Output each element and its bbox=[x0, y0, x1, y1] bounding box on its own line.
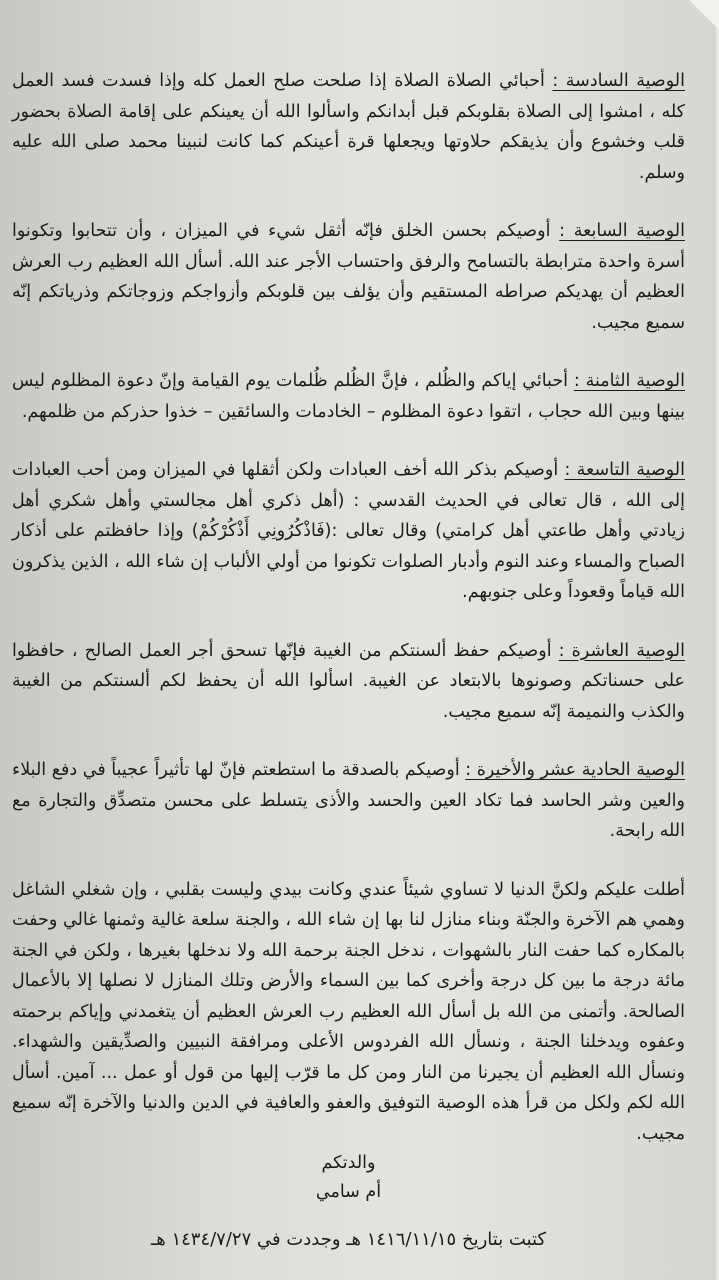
date-line: كتبت بتاريخ ١٤١٦/١١/١٥ هـ وجددت في ١٤٣٤/٧/٢٧ هـ bbox=[150, 1229, 547, 1250]
paragraph-6 bbox=[12, 66, 685, 188]
paragraph-9-body: أوصيكم بذكر الله أخف العبادات ولكن أثقلها في الميزان ومن أحب العبادات إلى الله ، قال تعالى في الحديث القدسي : (أهل ذكري أهل مجالستي وأهل شكري أهل زيادتي وأهل طاعتي أهل كرامتي) وقال تعالى :(فَاذْكُرُونِي أَذْكُرْكُمْ) وإذا حافظتم على أذكار الصباح والمساء وعند النوم وأدبار الصلوات تكونوا من أولي الألباب إن شاء الله ، الذين يذكرون الله قياماً وقعوداً وعلى جنوبهم. bbox=[12, 460, 685, 602]
paragraph-10-body: أوصيكم حفظ ألسنتكم من الغيبة فإنّها تسحق أجر العمل الصالح ، حافظوا على حسناتكم وصونوها بالابتعاد عن الغيبة. اسألوا الله أن يحفظ لكم ألسنتكم من الغيبة والكذب والنميمة إنّه سميع مجيب. bbox=[12, 640, 685, 722]
paragraph-11-heading: الوصية الحادية عشر والأخيرة : bbox=[465, 760, 685, 780]
paragraph-7-body: أوصيكم بحسن الخلق فإنّه أثقل شيء في الميزان ، وأن تتحابوا وتكونوا أسرة واحدة مترابطة بالتسامح والرفق واحتساب الأجر عند الله. أسأل الله العظيم رب العرش العظيم أن يهديكم صراطه المستقيم وأن يؤلف بين قلوبكم وأزواجكم وزوجاتكم وذرياتكم إنّه سميع مجيب. bbox=[12, 221, 685, 333]
paragraph-9-heading: الوصية التاسعة : bbox=[564, 460, 685, 480]
paragraph-8-body: أحبائي إياكم والظُلم ، فإنَّ الظُلم ظُلمات يوم القيامة وإنّ دعوة المظلوم ليس بينها وبين الله حجاب ، اتقوا دعوة المظلوم – الخادمات والسائقين – خذوا حذركم من ظلمهم. bbox=[12, 371, 685, 422]
closing-paragraph: أطلت عليكم ولكنَّ الدنيا لا تساوي شيئاً عندي وكانت بيدي وليست بقلبي ، وإن شغلي الشاغل وهمي هم الآخرة والجنّة وبناء منازل لنا بها إن شاء الله ، والجنة سلعة غالية وثمنها غالي وحفت بالمكاره كما حفت النار بالشهوات ، ندخل الجنة برحمة الله ولا ندخلها بغيرها ، ولكن في الجنة مائة درجة ما بين كل درجة وأخرى كما بين السماء والأرض وتلك المنازل لا نصلها إلا بالأعمال الصالحة. وأتمنى من الله بل أسأل الله العظيم رب العرش العظيم أن يتغمدني وإياكم برحمته وعفوه ويدخلنا الجنة ، ونسأل الله الفردوس الأعلى ومرافقة النبيين والصدِّيقين والشهداء. ونسأل الله العظيم أن يجيرنا من النار ومن كل ما قرّب إليها من قول أو عمل ... آمين. أسأل الله لكم ولكل من قرأ هذه الوصية التوفيق والعفو والعافية في الدين والدنيا والآخرة إنّه سميع مجيب. bbox=[12, 879, 685, 1144]
paragraph-10 bbox=[12, 636, 685, 728]
signature-line-1: والدتكم bbox=[321, 1153, 376, 1173]
paragraph-10-heading: الوصية العاشرة : bbox=[558, 640, 685, 661]
paragraph-11-body: أوصيكم بالصدقة ما استطعتم فإنّ لها تأثيراً عجيباً في دفع البلاء والعين وشر الحاسد فما تكاد العين والحسد والأذى يتسلط على محسن متصدِّق والتجارة مع الله رابحة. bbox=[12, 760, 685, 841]
paragraph-8-heading: الوصية الثامنة : bbox=[573, 371, 685, 391]
paragraph-9 bbox=[12, 455, 685, 608]
paragraph-6-body: أحبائي الصلاة الصلاة إذا صلحت صلح العمل كله وإذا فسدت فسد العمل كله ، امشوا إلى الصلاة بقلوبكم قبل أبدانكم واسألوا الله أن يعينكم على إقامة الصلاة بحضور قلب وخشوع وأن يذيقكم حلاوتها ويجعلها قرة أعينكم كما كانت لنبينا محمد صلى الله عليه وسلم. bbox=[12, 71, 685, 183]
paragraph-7-heading: الوصية السابعة : bbox=[559, 221, 685, 241]
paragraph-7 bbox=[12, 216, 685, 338]
signature-line-2: أم سامي bbox=[315, 1182, 382, 1202]
paragraph-6-heading: الوصية السادسة : bbox=[552, 71, 685, 91]
paragraph-11 bbox=[12, 755, 685, 847]
paragraph-8 bbox=[12, 366, 685, 427]
